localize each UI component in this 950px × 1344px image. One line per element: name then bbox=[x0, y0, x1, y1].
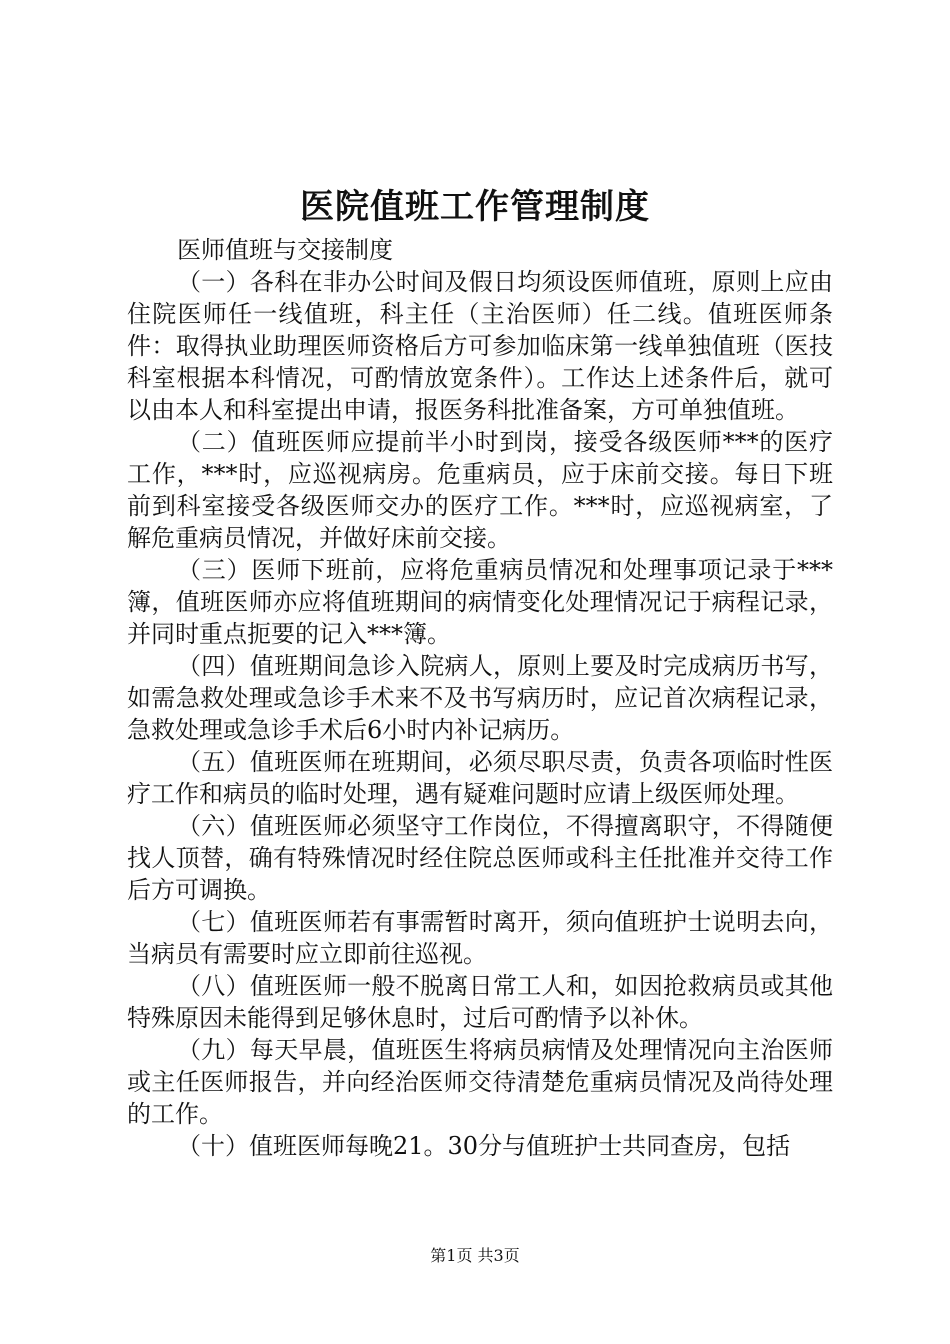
paragraph-9: （九）每天早晨，值班医生将病员病情及处理情况向主治医师或主任医师报告，并向经治医师交待清楚危重病员情况及尚待处理的工作。 bbox=[127, 1036, 833, 1128]
paragraph-10: （十）值班医师每晚21。30分与值班护士共同查房，包括 bbox=[177, 1132, 791, 1160]
section-heading: 医师值班与交接制度 bbox=[177, 236, 393, 264]
paragraph-7: （七）值班医师若有事需暂时离开，须向值班护士说明去向，当病员有需要时应立即前往巡视。 bbox=[127, 908, 833, 968]
paragraph-5: （五）值班医师在班期间，必须尽职尽责，负责各项临时性医疗工作和病员的临时处理，遇有疑难问题时应请上级医师处理。 bbox=[127, 748, 833, 808]
page-footer: 第1页 共3页 bbox=[430, 1246, 520, 1265]
paragraph-8: （八）值班医师一般不脱离日常工人和，如因抢救病员或其他特殊原因未能得到足够休息时，过后可酌情予以补休。 bbox=[127, 972, 833, 1032]
paragraph-6: （六）值班医师必须坚守工作岗位，不得擅离职守，不得随便找人顶替，确有特殊情况时经住院总医师或科主任批准并交待工作后方可调换。 bbox=[127, 812, 833, 904]
document-title: 医院值班工作管理制度 bbox=[300, 187, 650, 227]
paragraph-1: （一）各科在非办公时间及假日均须设医师值班，原则上应由住院医师任一线值班，科主任（主治医师）任二线。值班医师条件：取得执业助理医师资格后方可参加临床第一线单独值班（医技科室根据本科情况，可酌情放宽条件）。工作达上述条件后，就可以由本人和科室提出申请，报医务科批准备案，方可单独值班。 bbox=[127, 268, 833, 424]
paragraph-4: （四）值班期间急诊入院病人，原则上要及时完成病历书写，如需急救处理或急诊手术来不及书写病历时，应记首次病程记录，急救处理或急诊手术后6小时内补记病历。 bbox=[127, 652, 833, 744]
paragraph-3: （三）医师下班前，应将危重病员情况和处理事项记录于***簿，值班医师亦应将值班期间的病情变化处理情况记于病程记录，并同时重点扼要的记入***簿。 bbox=[127, 556, 833, 648]
paragraph-2: （二）值班医师应提前半小时到岗，接受各级医师***的医疗工作，***时，应巡视病房。危重病员，应于床前交接。每日下班前到科室接受各级医师交办的医疗工作。***时，应巡视病室，了解危重病员情况，并做好床前交接。 bbox=[127, 428, 833, 552]
document-body bbox=[127, 234, 833, 1162]
